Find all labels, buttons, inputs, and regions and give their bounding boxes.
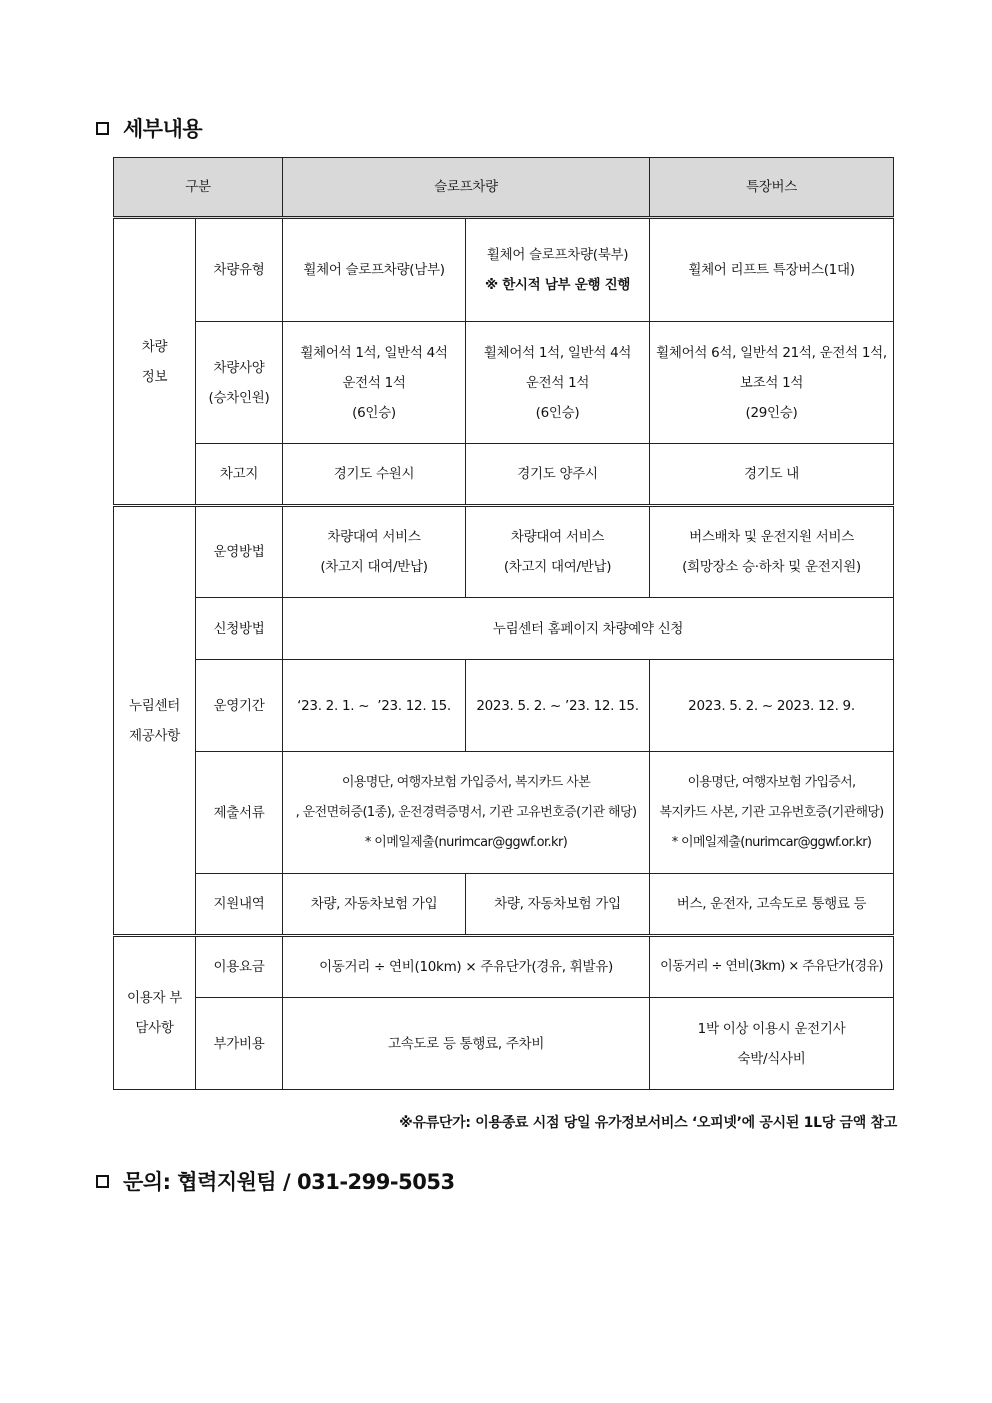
header-special-bus: 특장버스 [650,158,894,218]
table-row [114,752,894,874]
cell-support-south: 차량, 자동차보험 가입 [283,874,466,936]
row-label-usage-fee: 이용요금 [196,936,283,998]
contact-info: 문의: 협력지원팀 / 031-299-5053 [123,1170,455,1194]
cell-method-north: 차량대여 서비스 (차고지 대여/반납) [466,506,650,598]
row-label-operation-method: 운영방법 [196,506,283,598]
table-row [114,598,894,660]
table-row [114,444,894,506]
row-label-documents: 제출서류 [196,752,283,874]
row-label-support: 지원내역 [196,874,283,936]
cell-support-bus: 버스, 운전자, 고속도로 통행료 등 [650,874,894,936]
section-title-details [96,113,202,143]
table-row [114,936,894,998]
cell-extra-cost-bus: 1박 이상 이용시 운전기사 숙박/식사비 [650,998,894,1090]
cell-type-bus: 휠체어 리프트 특장버스(1대) [650,218,894,322]
cell-method-bus: 버스배차 및 운전지원 서비스 (희망장소 승·하차 및 운전지원) [650,506,894,598]
section-title-contact [96,1166,455,1196]
cell-documents-slope: 이용명단, 여행자보험 가입증서, 복지카드 사본 , 운전면허증(1종), 운전경력증명서, 기관 고유번호증(기관 해당) * 이메일제출(nurimcar@ggwf.or.kr) [283,752,650,874]
cell-spec-bus: 휠체어석 6석, 일반석 21석, 운전석 1석, 보조석 1석 (29인승) [650,322,894,444]
cell-period-north: 2023. 5. 2. ~ ’23. 12. 15. [466,660,650,752]
cell-usage-fee-slope: 이동거리 ÷ 연비(10km) × 주유단가(경유, 휘발유) [283,936,650,998]
row-label-garage: 차고지 [196,444,283,506]
table-header-row [114,158,894,218]
table-row [114,660,894,752]
cell-type-south: 휠체어 슬로프차량(남부) [283,218,466,322]
cell-application-method: 누림센터 홈페이지 차량예약 신청 [283,598,894,660]
cell-garage-north: 경기도 양주시 [466,444,650,506]
cell-documents-bus: 이용명단, 여행자보험 가입증서, 복지카드 사본, 기관 고유번호증(기관해당) * 이메일제출(nurimcar@ggwf.or.kr) [650,752,894,874]
table-row [114,874,894,936]
group-vehicle-info: 차량 정보 [114,218,196,506]
cell-usage-fee-bus: 이동거리 ÷ 연비(3km) × 주유단가(경유) [650,936,894,998]
cell-period-bus: 2023. 5. 2. ~ 2023. 12. 9. [650,660,894,752]
table-row [114,218,894,322]
details-title: 세부내용 [123,117,203,141]
cell-method-south: 차량대여 서비스 (차고지 대여/반납) [283,506,466,598]
header-category: 구분 [114,158,283,218]
row-label-vehicle-type: 차량유형 [196,218,283,322]
cell-spec-south: 휠체어석 1석, 일반석 4석 운전석 1석 (6인승) [283,322,466,444]
cell-garage-south: 경기도 수원시 [283,444,466,506]
fuel-price-footnote: ※유류단가: 이용종료 시점 당일 유가정보서비스 ‘오피넷’에 공시된 1L당 금액 참고 [399,1115,897,1131]
row-label-vehicle-spec: 차량사양 (승차인원) [196,322,283,444]
cell-spec-north: 휠체어석 1석, 일반석 4석 운전석 1석 (6인승) [466,322,650,444]
cell-garage-bus: 경기도 내 [650,444,894,506]
group-user-burden: 이용자 부담사항 [114,936,196,1090]
table-row [114,506,894,598]
row-label-application-method: 신청방법 [196,598,283,660]
service-detail-table [113,157,894,1090]
group-center-provision: 누림센터 제공사항 [114,506,196,936]
header-slope-vehicle: 슬로프차량 [283,158,650,218]
checkbox-square-icon [96,1175,109,1188]
cell-type-north: 휠체어 슬로프차량(북부) ※ 한시적 남부 운행 진행 [466,218,650,322]
table-row [114,998,894,1090]
row-label-extra-cost: 부가비용 [196,998,283,1090]
checkbox-square-icon [96,122,109,135]
cell-extra-cost-slope: 고속도로 등 통행료, 주차비 [283,998,650,1090]
cell-period-south: ‘23. 2. 1. ~ ’23. 12. 15. [283,660,466,752]
table-row [114,322,894,444]
cell-support-north: 차량, 자동차보험 가입 [466,874,650,936]
row-label-operation-period: 운영기간 [196,660,283,752]
